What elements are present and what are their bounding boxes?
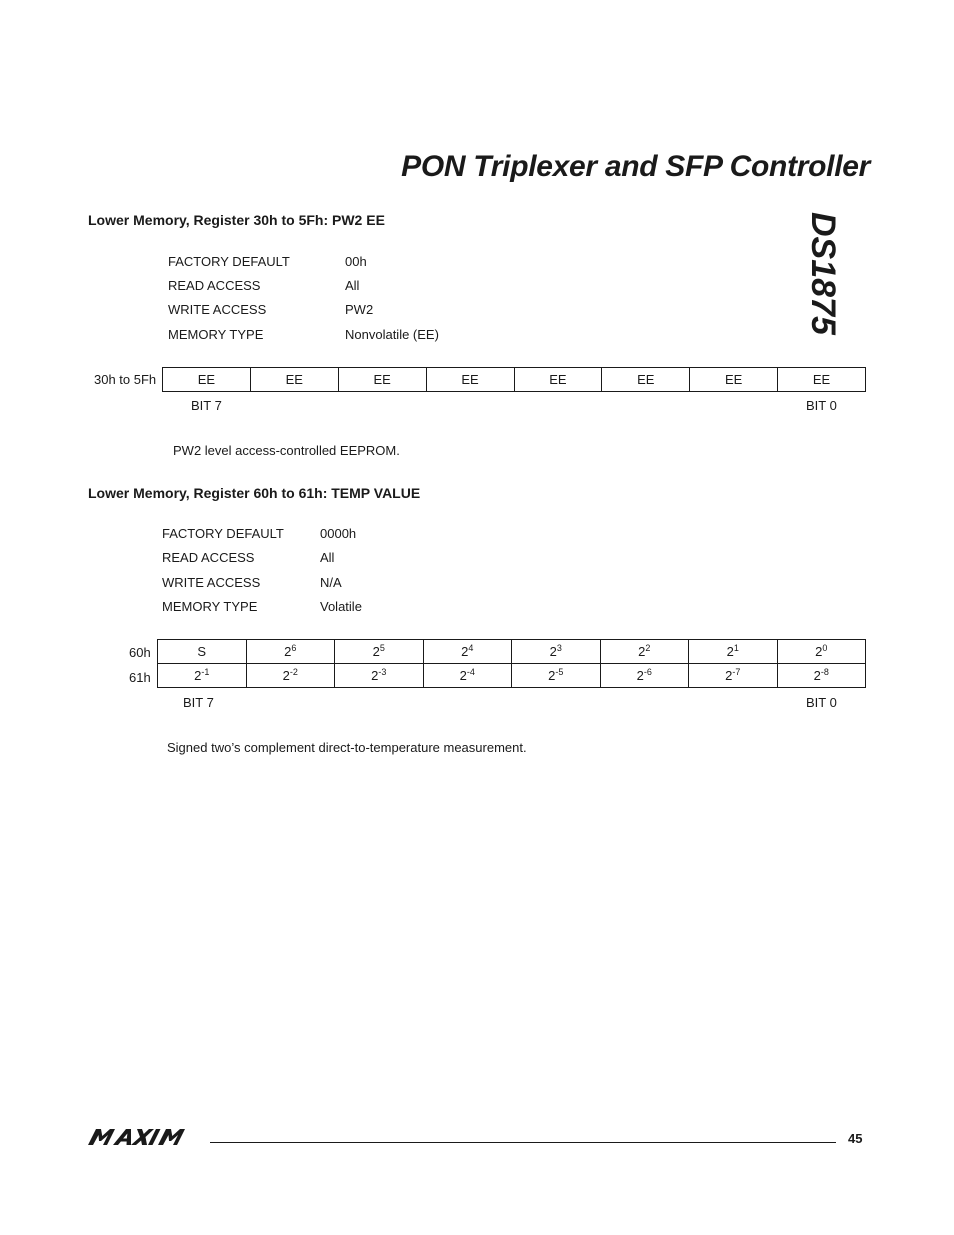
register-row [158,640,866,664]
bit-exponent: -7 [732,667,741,677]
bit-cell [689,640,778,664]
bit-cell: EE [690,368,778,392]
property-value: PW2 [345,302,374,317]
bit-base: 2 [372,644,380,659]
bit-exponent: 5 [379,643,385,653]
property-label: WRITE ACCESS [162,575,261,590]
bit-exponent: -1 [201,667,210,677]
register-bit-table [157,639,866,688]
register-description: Signed two’s complement direct-to-temperature measurement. [167,740,527,755]
property-value: 00h [345,254,367,269]
property-value: Volatile [320,599,362,614]
bit-exponent: 3 [556,643,562,653]
bit-cell [512,664,601,688]
bit-exponent: 4 [468,643,474,653]
property-value: N/A [320,575,342,590]
page-number: 45 [848,1131,863,1146]
bit-exponent: 2 [645,643,651,653]
bit-low-label: BIT 0 [806,695,837,710]
bit-cell: EE [602,368,690,392]
bit-cell: EE [514,368,602,392]
bit-base: 2 [461,644,469,659]
section-heading: Lower Memory, Register 30h to 5Fh: PW2 EE [88,212,385,228]
bit-high-label: BIT 7 [191,398,222,413]
property-label: READ ACCESS [168,278,261,293]
bit-base: 2 [282,668,290,683]
bit-cell [246,664,335,688]
bit-base: 2 [726,644,734,659]
bit-cell [689,664,778,688]
bit-cell [600,640,689,664]
register-address: 60h [129,645,151,660]
bit-cell [777,664,866,688]
bit-cell: EE [250,368,338,392]
page-title: PON Triplexer and SFP Controller [401,150,870,183]
bit-cell [423,640,512,664]
bit-base: 2 [549,644,557,659]
bit-base: 2 [459,668,467,683]
bit-cell [246,640,335,664]
register-row [158,664,866,688]
property-label: FACTORY DEFAULT [168,254,290,269]
property-label: MEMORY TYPE [168,327,264,342]
section-heading: Lower Memory, Register 60h to 61h: TEMP VALUE [88,485,421,501]
property-value: All [320,550,335,565]
bit-exponent: -8 [820,667,829,677]
register-description: PW2 level access-controlled EEPROM. [173,443,400,458]
bit-exponent: -2 [289,667,298,677]
bit-base: 2 [725,668,733,683]
bit-exponent: -3 [378,667,387,677]
register-address: 30h to 5Fh [94,372,157,387]
bit-base: 2 [284,644,292,659]
bit-exponent: -4 [466,667,475,677]
bit-cell [777,640,866,664]
bit-base: 2 [636,668,644,683]
property-label: WRITE ACCESS [168,302,267,317]
maxim-logo [88,1129,200,1150]
maxim-logo-icon [88,1129,200,1145]
bit-cell: EE [778,368,866,392]
register-bit-table [162,367,866,392]
property-label: MEMORY TYPE [162,599,258,614]
bit-exponent: 6 [291,643,297,653]
bit-cell [600,664,689,688]
bit-high-label: BIT 7 [183,695,214,710]
bit-exponent: 0 [822,643,828,653]
property-value: Nonvolatile (EE) [345,327,439,342]
bit-base: S [197,644,207,659]
property-value: All [345,278,360,293]
bit-cell [158,640,247,664]
bit-cell [512,640,601,664]
bit-base: 2 [548,668,556,683]
bit-cell: EE [426,368,514,392]
bit-exponent: -6 [643,667,652,677]
bit-exponent: 1 [733,643,739,653]
property-value: 0000h [320,526,357,541]
bit-cell [335,664,424,688]
register-address: 61h [129,670,151,685]
property-label: FACTORY DEFAULT [162,526,284,541]
property-label: READ ACCESS [162,550,255,565]
bit-exponent: -5 [555,667,564,677]
bit-base: 2 [638,644,646,659]
bit-base: 2 [371,668,379,683]
part-number: DS1875 [804,212,842,335]
bit-cell [158,664,247,688]
bit-cell: EE [163,368,251,392]
bit-low-label: BIT 0 [806,398,837,413]
bit-base: 2 [813,668,821,683]
bit-base: 2 [815,644,823,659]
bit-base: 2 [194,668,202,683]
footer-rule [210,1142,836,1143]
bit-cell [423,664,512,688]
bit-cell: EE [338,368,426,392]
bit-cell [335,640,424,664]
register-row [163,368,866,392]
